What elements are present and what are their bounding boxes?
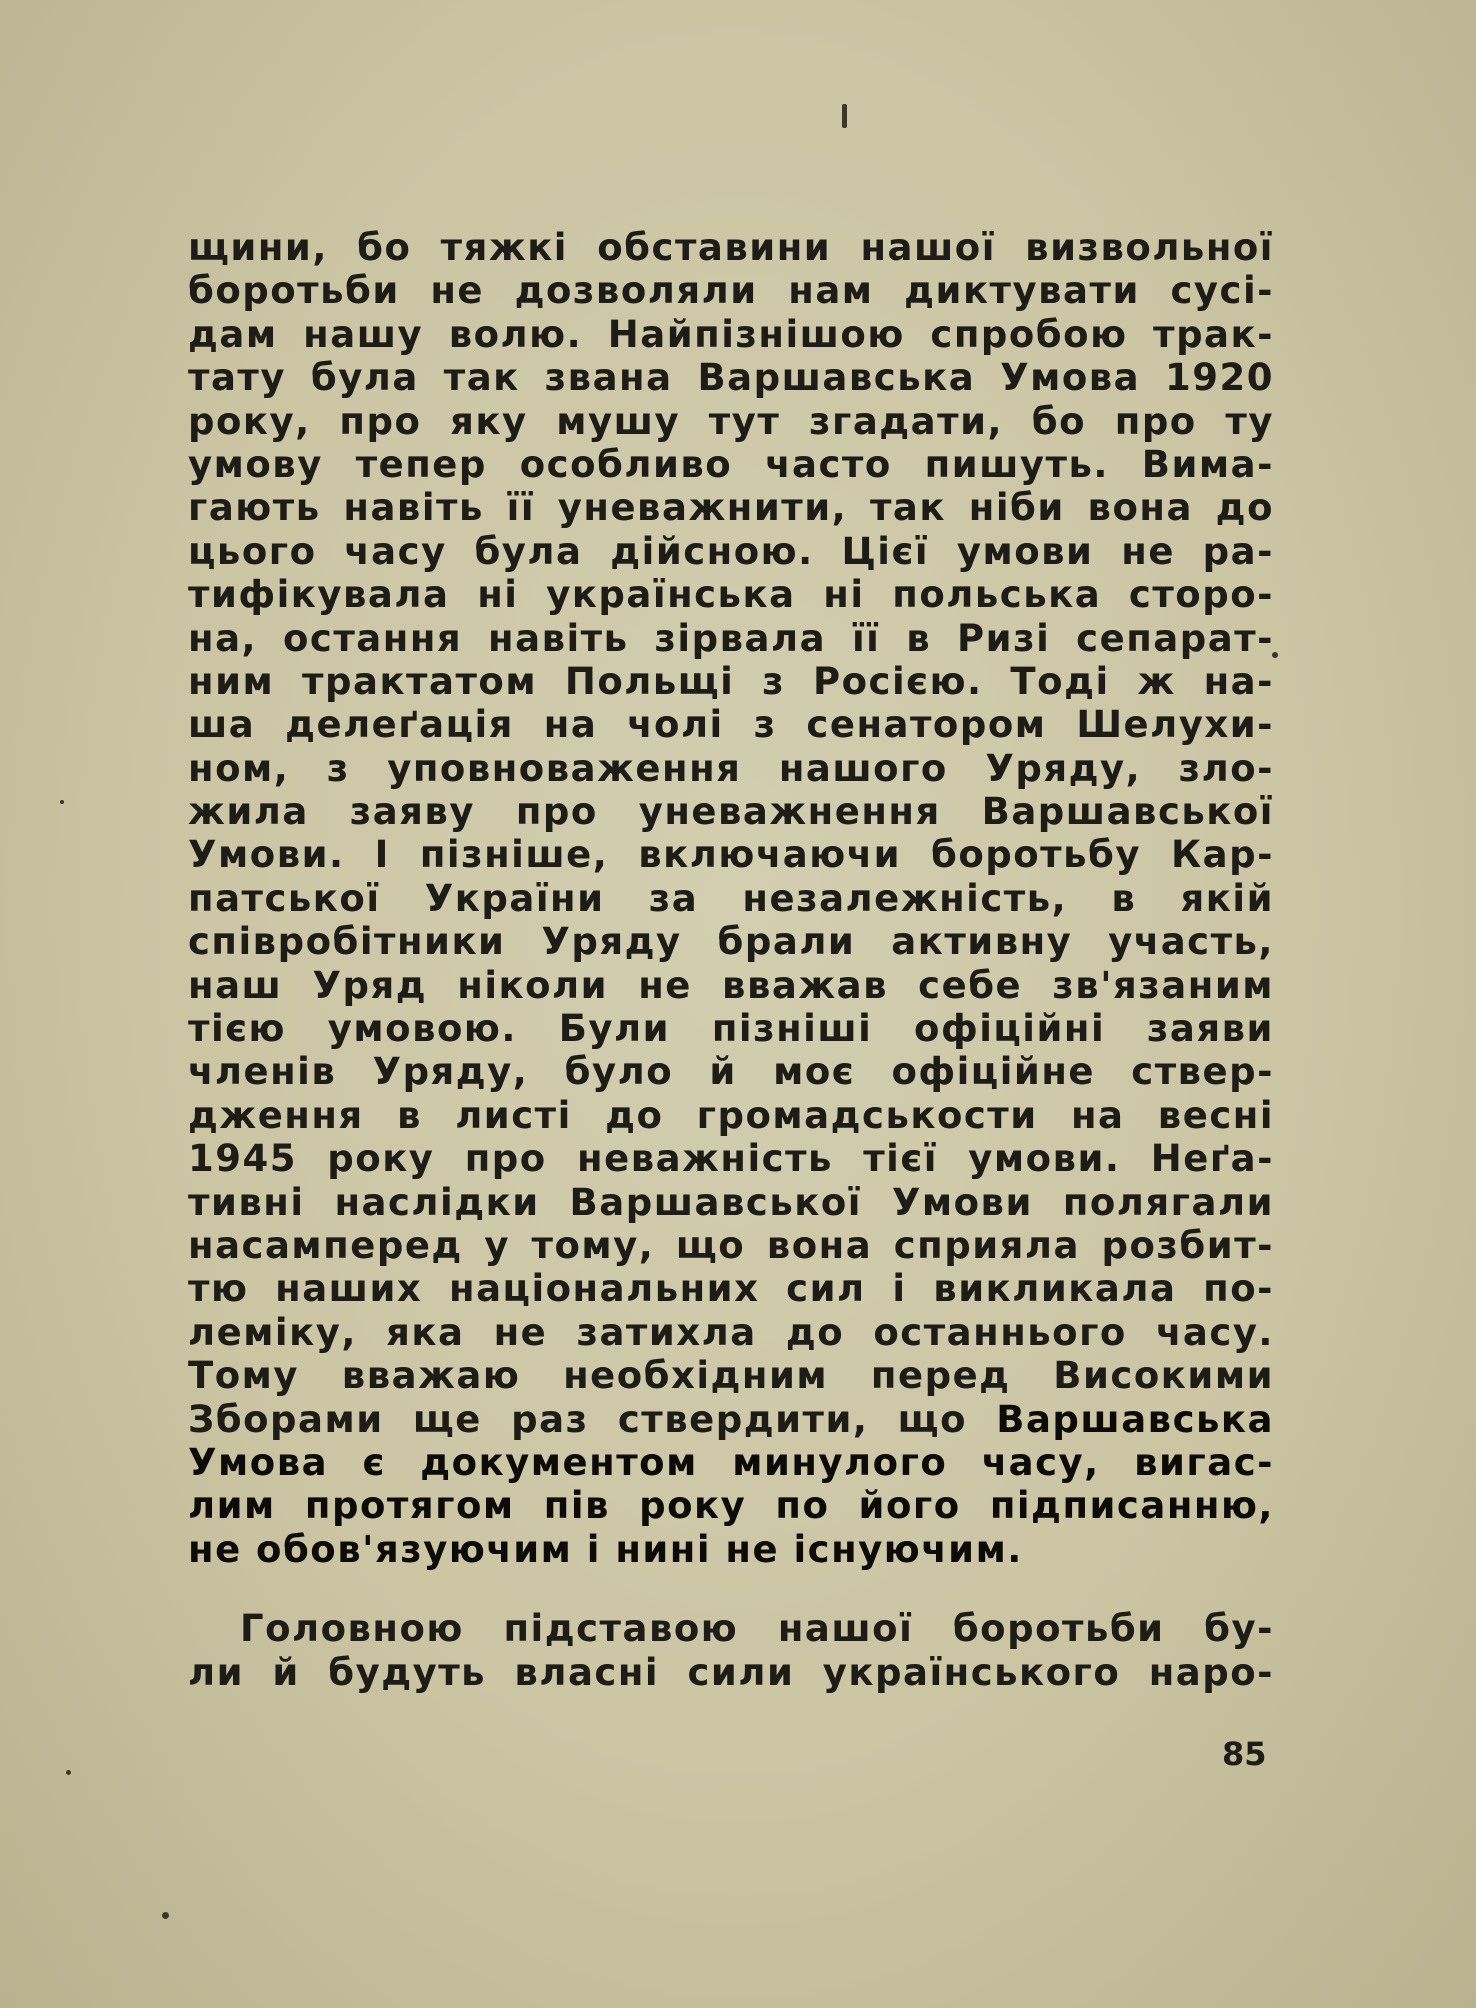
text-line-mixed bbox=[188, 1398, 1274, 1441]
emphasized-text: Варшавська bbox=[996, 1397, 1274, 1441]
text-line: патської України за незалежність, в якій bbox=[188, 876, 1274, 920]
paragraph-2 bbox=[188, 1607, 1274, 1694]
emphasized-text: не обов'язуючим і нині не існуючим. bbox=[188, 1527, 1023, 1571]
paragraph-1 bbox=[188, 226, 1274, 1571]
emphasized-text: лим протягом пів року по його підписанню, bbox=[188, 1484, 1274, 1528]
text-line: ном, з уповноваження нашого Уряду, зло- bbox=[188, 746, 1274, 790]
emphasized-line bbox=[188, 1484, 1274, 1527]
text-line: наш Уряд ніколи не вважав себе зв'язаним bbox=[188, 963, 1274, 1007]
text-line: членів Уряду, було й моє офіційне ствер- bbox=[188, 1050, 1274, 1094]
text-line: гають навіть її уневажнити, так ніби вона до bbox=[188, 486, 1274, 530]
emphasized-line bbox=[188, 1441, 1274, 1484]
text-line: щини, бо тяжкі обставини нашої визвольної bbox=[188, 226, 1274, 269]
text-line: Умови. І пізніше, включаючи боротьбу Кар- bbox=[188, 833, 1274, 877]
text-line: жила заяву про уневажнення Варшавської bbox=[188, 790, 1274, 834]
text-line: леміку, яка не затихла до останнього часу. bbox=[188, 1310, 1274, 1354]
emphasized-text: Умова є документом минулого часу, вигас- bbox=[188, 1440, 1274, 1484]
text-line: тату була так звана Варшавська Умова 1920 bbox=[188, 356, 1274, 400]
emphasized-line bbox=[188, 1528, 1274, 1571]
text-line: 1945 року про неважність тієї умови. Неґа- bbox=[188, 1137, 1274, 1181]
text-line: на, остання навіть зірвала її в Ризі сепарат- bbox=[188, 616, 1274, 660]
text-line: Тому вважаю необхідним перед Високими bbox=[188, 1354, 1274, 1398]
text-line: ша делеґація на чолі з сенатором Шелухи- bbox=[188, 703, 1274, 747]
text-line: співробітники Уряду брали активну участь, bbox=[188, 920, 1274, 964]
text-line: тю наших національних сил і викликала по- bbox=[188, 1267, 1274, 1311]
text-line: року, про яку мушу тут згадати, бо про ту bbox=[188, 399, 1274, 443]
text-line: ли й будуть власні сили українського наро- bbox=[188, 1650, 1274, 1694]
text-line: умову тепер особливо часто пишуть. Вима- bbox=[188, 442, 1274, 486]
text-line: ним трактатом Польщі з Росією. Тоді ж на- bbox=[188, 659, 1274, 703]
text-line: тифікувала ні українська ні польська сторо- bbox=[188, 573, 1274, 617]
text-line: тивні наслідки Варшавської Умови полягали bbox=[188, 1180, 1274, 1224]
text-segment: Зборами ще раз ствердити, що bbox=[188, 1397, 997, 1441]
text-line: насамперед у тому, що вона сприяла розбит- bbox=[188, 1223, 1274, 1267]
ink-speck bbox=[162, 1912, 169, 1919]
text-line: дам нашу волю. Найпізнішою спробою трак- bbox=[188, 312, 1274, 356]
main-text bbox=[188, 226, 1274, 1694]
text-line: цього часу була дійсною. Цієї умови не ра- bbox=[188, 529, 1274, 573]
text-line: боротьби не дозволяли нам диктувати сусі- bbox=[188, 269, 1274, 313]
text-line: тією умовою. Були пізніші офіційні заяви bbox=[188, 1007, 1274, 1051]
ink-speck bbox=[842, 104, 847, 128]
page-number: 85 bbox=[1222, 1735, 1267, 1773]
ink-speck bbox=[66, 1770, 71, 1775]
ink-speck bbox=[60, 800, 64, 804]
text-line: Головною підставою нашої боротьби бу- bbox=[240, 1607, 1274, 1651]
text-line: дження в листі до громадськости на весні bbox=[188, 1093, 1274, 1137]
